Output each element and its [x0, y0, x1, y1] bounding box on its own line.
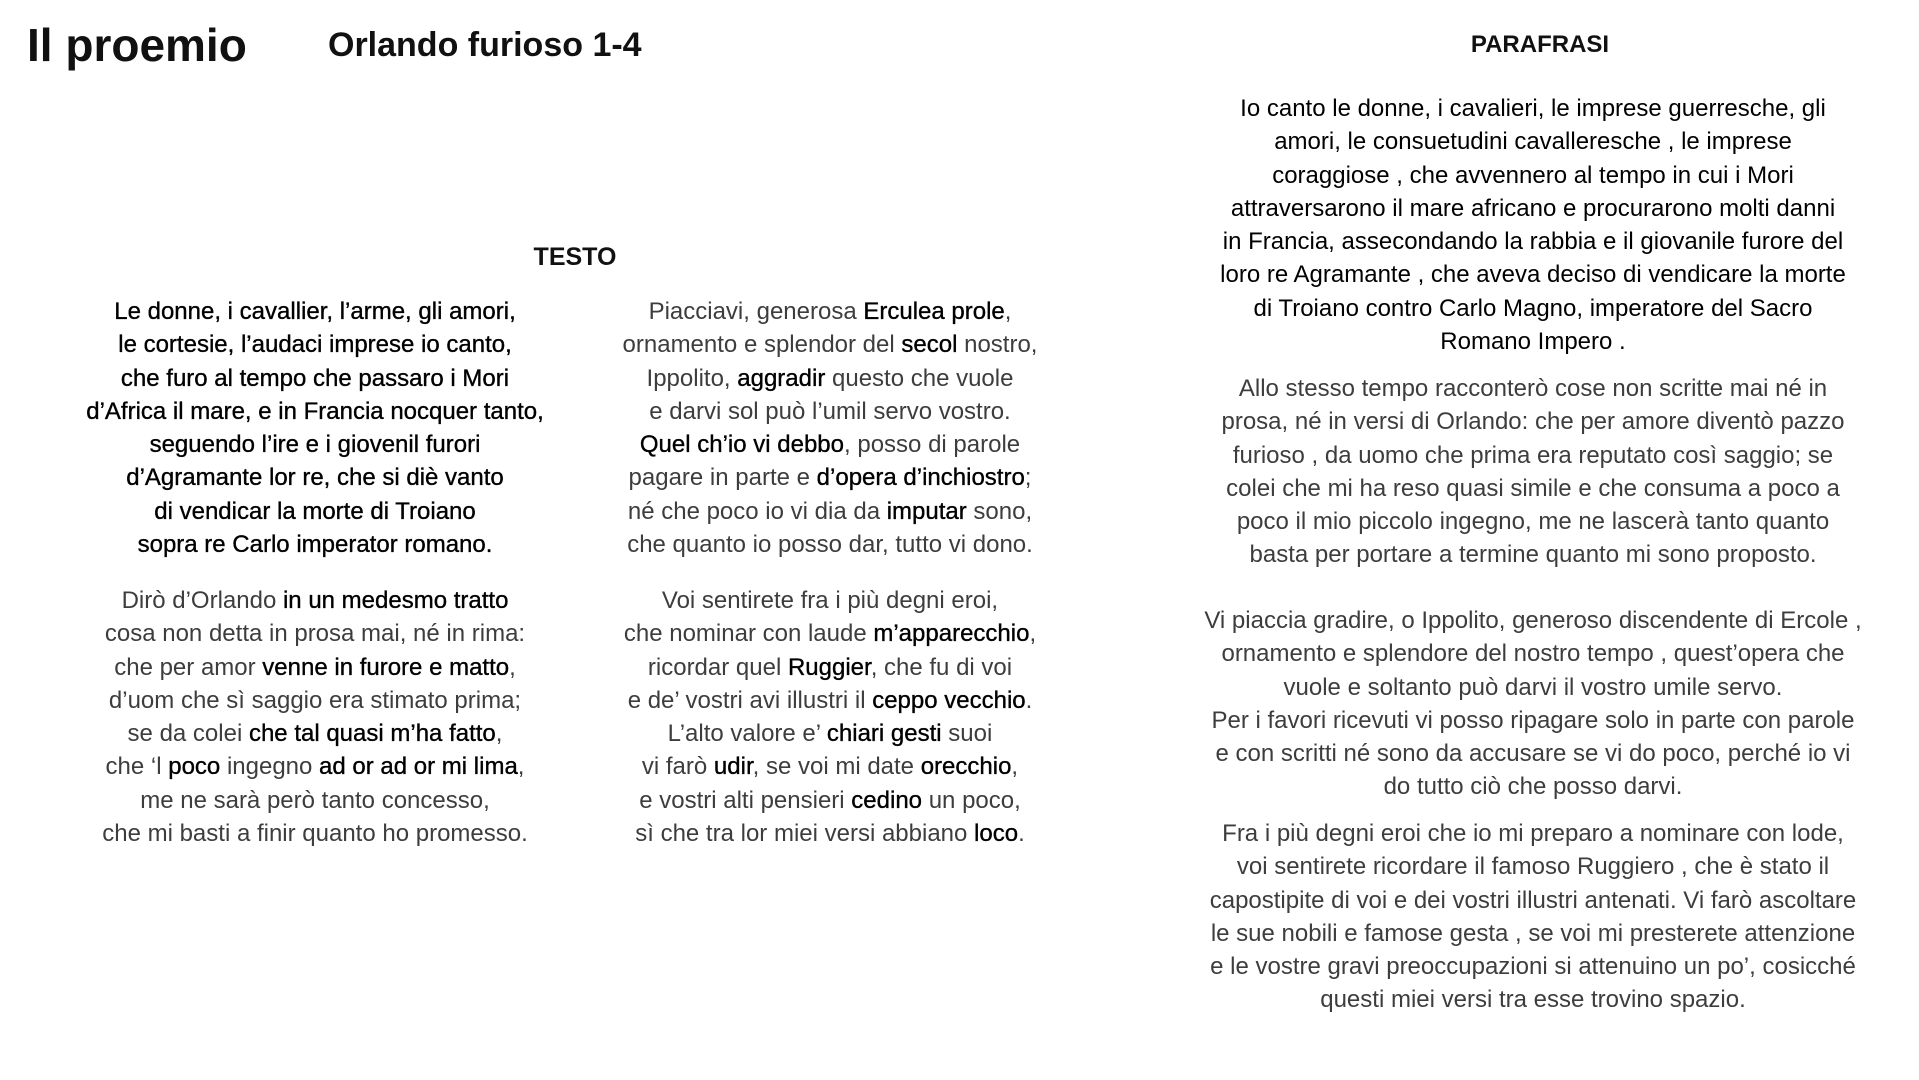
verse-text: né che poco io vi dia da: [627, 497, 887, 525]
verse-line: [600, 461, 1060, 494]
verse-text: che ‘l: [105, 753, 169, 781]
verse-line: [65, 495, 565, 528]
parafrasi-line: e le vostre gravi preoccupazioni si attenuino un po’, cosicché: [1210, 953, 1856, 981]
testo-stanza-1: [65, 295, 565, 561]
parafrasi-line: Allo stesso tempo racconterò cose non scritte mai né in: [1238, 375, 1828, 402]
parafrasi-line: amori, le consuetudini cavalleresche , le imprese: [1274, 128, 1792, 156]
verse-line: [65, 395, 565, 428]
verse-text: me ne sarà però tanto concesso,: [140, 786, 490, 814]
parafrasi-heading: PARAFRASI: [1470, 31, 1610, 58]
verse-text: , che fu di voi: [870, 653, 1013, 681]
verse-line: [600, 328, 1060, 361]
verse-emphasis: orecchio: [920, 753, 1012, 781]
verse-text: .: [1018, 820, 1025, 848]
verse-text: ingegno: [220, 753, 320, 781]
parafrasi-paragraph-1: [1188, 92, 1878, 358]
verse-line: [65, 584, 565, 617]
verse-text: cosa non detta in prosa mai, né in rima:: [104, 620, 526, 648]
verse-line: [600, 617, 1060, 650]
verse-line: [65, 784, 565, 817]
verse-line: [600, 784, 1060, 817]
verse-line: [65, 528, 565, 561]
verse-text: ,: [517, 753, 525, 781]
parafrasi-line: coraggiose , che avvennero al tempo in cui i Mori: [1272, 161, 1794, 189]
verse-text: che quanto io posso dar, tutto vi dono.: [627, 531, 1033, 559]
verse-emphasis: loco: [974, 820, 1019, 848]
parafrasi-line: basta per portare a termine quanto mi sono proposto.: [1249, 541, 1817, 569]
testo-stanza-3: [65, 584, 565, 850]
verse-text: L’alto valore e’: [667, 720, 827, 748]
verse-text: pagare in parte e: [628, 464, 817, 492]
parafrasi-line: voi sentirete ricordare il famoso Ruggiero , che è stato il: [1236, 853, 1830, 881]
parafrasi-line: loro re Agramante , che aveva deciso di vendicare la morte: [1220, 261, 1846, 289]
verse-text: se da colei: [127, 720, 249, 748]
verse-text: ;: [1024, 464, 1032, 492]
parafrasi-line: Per i favori ricevuti vi posso ripagare solo in parte con parole: [1211, 706, 1855, 734]
verse-emphasis: ceppo vecchio: [872, 686, 1026, 714]
verse-line: [65, 295, 565, 328]
verse-text: ,: [1011, 753, 1019, 781]
verse-text: Voi sentirete fra i più degni eroi,: [661, 587, 999, 614]
verse-text: ,: [509, 653, 516, 681]
verse-line: [600, 395, 1060, 428]
verse-emphasis: sopra re Carlo imperator romano.: [137, 531, 493, 559]
verse-text: Piacciavi, generosa: [648, 298, 864, 325]
verse-emphasis: Erculea prole: [863, 298, 1005, 325]
verse-emphasis: Quel ch’io vi debbo: [639, 431, 845, 459]
verse-line: [65, 750, 565, 783]
verse-line: [600, 584, 1060, 617]
parafrasi-line: in Francia, assecondando la rabbia e il giovanile furore del: [1222, 228, 1844, 256]
parafrasi-line: capostipite di voi e dei vostri illustri antenati. Vi farò ascoltare: [1209, 886, 1857, 914]
verse-text: .: [1025, 686, 1033, 714]
parafrasi-paragraph-4: [1188, 817, 1878, 1017]
verse-emphasis: m’apparecchio: [873, 620, 1030, 648]
parafrasi-paragraph-2: [1188, 372, 1878, 572]
verse-text: , se voi mi date: [752, 753, 921, 781]
verse-line: [600, 651, 1060, 684]
parafrasi-line: ornamento e splendore del nostro tempo , quest’opera che: [1221, 640, 1845, 668]
verse-emphasis: Ruggier: [787, 653, 871, 681]
verse-text: questo che vuole: [825, 364, 1014, 392]
verse-line: [65, 428, 565, 461]
parafrasi-line: di Troiano contro Carlo Magno, imperatore del Sacro: [1253, 294, 1813, 322]
verse-emphasis: di vendicar la morte di Troiano: [154, 497, 476, 525]
verse-text: nostro,: [957, 331, 1038, 359]
verse-text: ricordar quel: [647, 653, 788, 681]
parafrasi-line: do tutto ciò che posso darvi.: [1383, 773, 1683, 801]
verse-line: [65, 651, 565, 684]
verse-line: [600, 684, 1060, 717]
verse-text: vi farò: [641, 753, 714, 781]
parafrasi-line: furioso , da uomo che prima era reputato così saggio; se: [1232, 441, 1834, 469]
verse-text: e de’ vostri avi illustri il: [627, 686, 873, 714]
verse-emphasis: venne in furore e matto: [262, 653, 510, 681]
verse-text: sono,: [966, 497, 1033, 525]
verse-line: [65, 717, 565, 750]
page-title: Il proemio: [27, 19, 247, 71]
verse-line: [600, 750, 1060, 783]
verse-emphasis: poco: [168, 753, 221, 781]
verse-line: [600, 362, 1060, 395]
verse-text: ,: [495, 720, 503, 748]
parafrasi-line: questi miei versi tra esse trovino spazio.: [1320, 986, 1746, 1014]
testo-stanza-4: [600, 584, 1060, 850]
verse-emphasis: d’Agramante lor re, che si diè vanto: [126, 464, 504, 492]
verse-emphasis: cedino: [851, 786, 923, 814]
parafrasi-line: le sue nobili e famose gesta , se voi mi presterete attenzione: [1210, 919, 1856, 947]
parafrasi-line: Fra i più degni eroi che io mi preparo a nominare con lode,: [1222, 820, 1844, 847]
verse-emphasis: Le donne, i cavallier, l’arme, gli amori,: [114, 298, 516, 325]
parafrasi-paragraph-3: [1188, 604, 1878, 804]
testo-heading: TESTO: [533, 243, 617, 271]
verse-text: e darvi sol può l’umil servo vostro.: [649, 397, 1011, 425]
verse-text: e vostri alti pensieri: [639, 786, 852, 814]
verse-line: [600, 717, 1060, 750]
verse-line: [65, 817, 565, 850]
verse-line: [65, 461, 565, 494]
verse-emphasis: che tal quasi m’ha fatto: [248, 720, 496, 748]
verse-emphasis: seguendo l’ire e i giovenil furori: [149, 431, 481, 459]
verse-line: [65, 617, 565, 650]
parafrasi-line: attraversarono il mare africano e procurarono molti danni: [1230, 194, 1836, 222]
verse-text: ,: [1029, 620, 1037, 648]
verse-text: suoi: [941, 720, 993, 748]
verse-text: Ippolito,: [646, 364, 738, 392]
verse-line: [600, 817, 1060, 850]
parafrasi-line: prosa, né in versi di Orlando: che per amore diventò pazzo: [1221, 408, 1845, 436]
verse-emphasis: che furo al tempo che passaro i Mori: [120, 364, 510, 392]
verse-emphasis: aggradir: [737, 364, 826, 392]
parafrasi-line: e con scritti né sono da accusare se vi do poco, perché io vi: [1215, 740, 1851, 768]
verse-emphasis: imputar: [886, 497, 967, 525]
parafrasi-line: colei che mi ha reso quasi simile e che consuma a poco a: [1226, 474, 1840, 502]
parafrasi-line: Io canto le donne, i cavalieri, le imprese guerresche, gli: [1240, 95, 1826, 122]
verse-text: che nominar con laude: [623, 620, 874, 648]
verse-emphasis: d’opera d’inchiostro: [816, 464, 1025, 492]
parafrasi-line: vuole e soltanto può darvi il vostro umile servo.: [1283, 673, 1783, 701]
parafrasi-line: Vi piaccia gradire, o Ippolito, generoso discendente di Ercole ,: [1204, 607, 1862, 634]
verse-emphasis: udir: [713, 753, 753, 781]
verse-line: [600, 528, 1060, 561]
verse-line: [600, 428, 1060, 461]
parafrasi-line: poco il mio piccolo ingegno, me ne lascerà tanto quanto: [1236, 508, 1830, 536]
verse-line: [600, 295, 1060, 328]
parafrasi-line: Romano Impero .: [1440, 328, 1626, 356]
verse-line: [600, 495, 1060, 528]
verse-text: un poco,: [922, 786, 1021, 814]
page-subtitle: Orlando furioso 1-4: [328, 26, 642, 64]
verse-emphasis: secol: [901, 331, 958, 359]
verse-text: Dirò d’Orlando: [121, 587, 283, 614]
verse-text: d’uom che sì saggio era stimato prima;: [108, 686, 522, 714]
verse-emphasis: d’Africa il mare, e in Francia nocquer tanto,: [86, 397, 544, 425]
verse-text: che mi basti a finir quanto ho promesso.: [102, 820, 528, 848]
verse-text: ,: [1004, 298, 1012, 325]
testo-stanza-2: [600, 295, 1060, 561]
verse-emphasis: le cortesie, l’audaci imprese io canto,: [118, 331, 512, 359]
verse-emphasis: chiari gesti: [826, 720, 942, 748]
verse-line: [65, 684, 565, 717]
verse-emphasis: ad or ad or mi lima: [319, 753, 518, 781]
verse-text: che per amor: [114, 653, 263, 681]
verse-line: [65, 328, 565, 361]
verse-text: , posso di parole: [844, 431, 1021, 459]
verse-line: [65, 362, 565, 395]
verse-text: ornamento e splendor del: [622, 331, 902, 359]
verse-emphasis: in un medesmo tratto: [282, 587, 509, 614]
verse-text: sì che tra lor miei versi abbiano: [635, 820, 975, 848]
